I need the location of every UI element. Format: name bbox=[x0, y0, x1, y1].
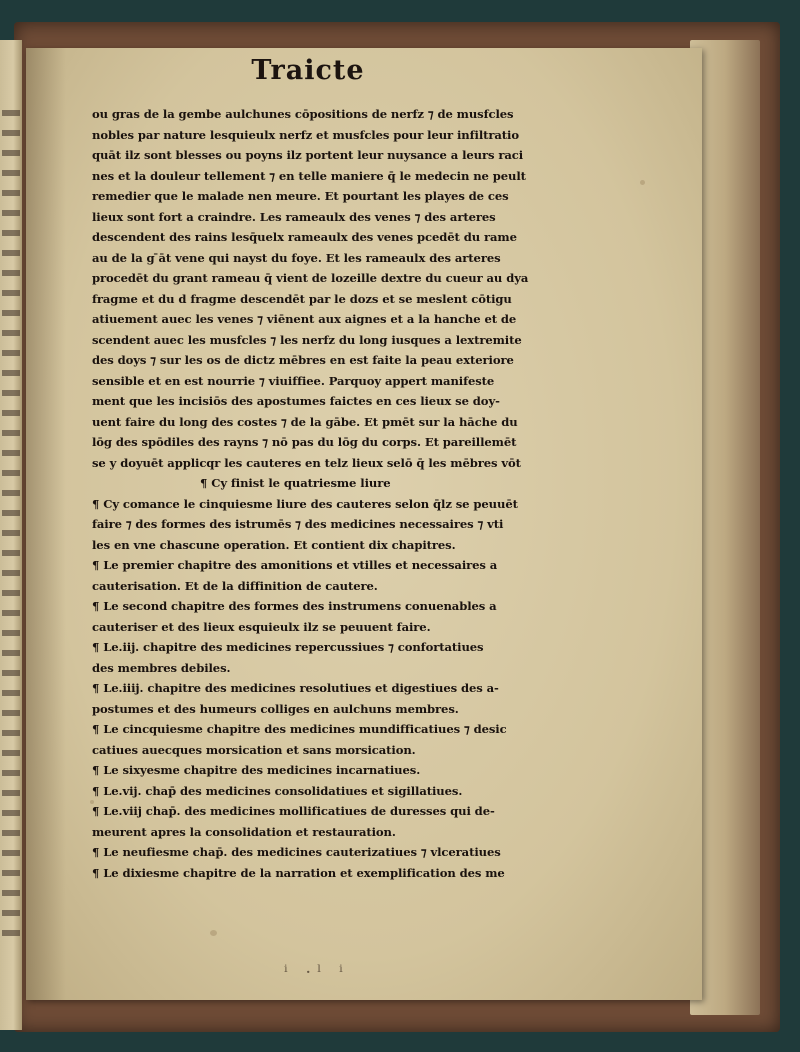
text-line: meurent apres la consolidation et restauration. bbox=[92, 824, 396, 839]
text-line: les en vne chascune operation. Et contient dix chapitres. bbox=[92, 537, 456, 552]
text-line: postumes et des humeurs colliges en aulchuns membres. bbox=[92, 701, 459, 716]
text-line: ¶ Le dixiesme chapitre de la narration et exemplification des me bbox=[92, 865, 505, 880]
text-line: ¶ Le sixyesme chapitre des medicines incarnatiues. bbox=[92, 763, 421, 777]
text-line: ¶ Le.viij chap̄. des medicines mollificatiues de duresses qui de- bbox=[92, 804, 495, 818]
text-line: uent faire du long des costes ⁊ de la gābe. Et pmēt sur la hāche du bbox=[92, 414, 518, 429]
text-line: se y doyuēt applicqr les cauteres en telz lieux selō q̄ les mēbres vōt bbox=[92, 455, 521, 470]
text-line: ¶ Le premier chapitre des amonitions et vtilles et necessaires a bbox=[92, 558, 498, 572]
text-line: ¶ Cy finist le quatriesme liure bbox=[200, 476, 391, 490]
text-line: des membres debiles. bbox=[92, 660, 231, 675]
text-line: ¶ Le.iij. chapitre des medicines repercussiues ⁊ confortatiues bbox=[92, 640, 484, 654]
facing-page-text-fragment bbox=[2, 110, 20, 950]
running-head: Traicte bbox=[251, 55, 365, 86]
paper-stain bbox=[640, 180, 645, 185]
paper-stain bbox=[210, 930, 217, 936]
text-line: ment que les incisiōs des apostumes faictes en ces lieux se doy- bbox=[92, 394, 500, 408]
text-line: procedēt du grant rameau q̄ vient de lozeille dextre du cueur au dya bbox=[92, 271, 529, 285]
text-line: ou gras de la gembe aulchunes cōpositions de nerfz ⁊ de musfcles bbox=[92, 107, 514, 121]
text-line: sensible et en est nourrie ⁊ viuiffiee. Parquoy appert manifeste bbox=[92, 373, 495, 388]
text-line: descendent des rains lesq̄uelx rameaulx des venes pcedēt du rame bbox=[92, 230, 517, 244]
text-line: ¶ Le.iiij. chapitre des medicines resolutiues et digestiues des a- bbox=[92, 681, 499, 695]
text-line: scendent auec les musfcles ⁊ les nerfz du long iusques a lextremite bbox=[92, 332, 522, 347]
text-line: fragme et du d fragme descendēt par le dozs et se meslent cōtigu bbox=[92, 291, 512, 306]
text-line: cauteriser et des lieux esquieulx ilz se peuuent faire. bbox=[92, 619, 431, 634]
text-line: catiues auecques morsication et sans morsication. bbox=[92, 742, 416, 757]
text-line: lōg des spōdiles des rayns ⁊ nō pas du lōg du corps. Et pareillemēt bbox=[92, 435, 517, 449]
text-line: atiuement auec les venes ⁊ viēnent aux aignes et a la hanche et de bbox=[92, 312, 517, 326]
text-line: cauterisation. Et de la diffinition de cautere. bbox=[92, 578, 378, 593]
text-line: ¶ Le neufiesme chap̄. des medicines cauterizatiues ⁊ vlceratiues bbox=[92, 845, 501, 859]
text-line: des doys ⁊ sur les os de dictz mēbres en est faite la peau exteriore bbox=[92, 353, 514, 367]
facing-page-edge bbox=[0, 40, 22, 1030]
text-line: quāt ilz sont blesses ou poyns ilz portent leur nuysance a leurs raci bbox=[92, 148, 524, 162]
text-line: ¶ Cy comance le cinquiesme liure des cauteres selon q̄lz se peuuēt bbox=[92, 496, 518, 511]
text-line: ¶ Le cincquiesme chapitre des medicines mundifficatiues ⁊ desic bbox=[92, 722, 507, 736]
gutter-shadow bbox=[26, 48, 66, 1000]
body-text bbox=[92, 104, 612, 883]
bottom-ink-marks: ⁱ ·ˡ ⁱ bbox=[284, 962, 349, 983]
text-line: lieux sont fort a craindre. Les rameaulx des venes ⁊ des arteres bbox=[92, 209, 496, 224]
text-line: faire ⁊ des formes des istrumēs ⁊ des medicines necessaires ⁊ vti bbox=[92, 517, 504, 531]
text-line: au de la g ̄āt vene qui nayst du foye. Et les rameaulx des arteres bbox=[92, 250, 501, 265]
text-line: ¶ Le second chapitre des formes des instrumens conuenables a bbox=[92, 599, 497, 613]
text-line: nes et la douleur tellement ⁊ en telle maniere q̄ le medecin ne peult bbox=[92, 168, 526, 183]
text-line: nobles par nature lesquieulx nerfz et musfcles pour leur infiltratio bbox=[92, 127, 519, 142]
text-line: remedier que le malade nen meure. Et pourtant les playes de ces bbox=[92, 189, 509, 203]
text-line: ¶ Le.vij. chap̄ des medicines consolidatiues et sigillatiues. bbox=[92, 783, 463, 798]
